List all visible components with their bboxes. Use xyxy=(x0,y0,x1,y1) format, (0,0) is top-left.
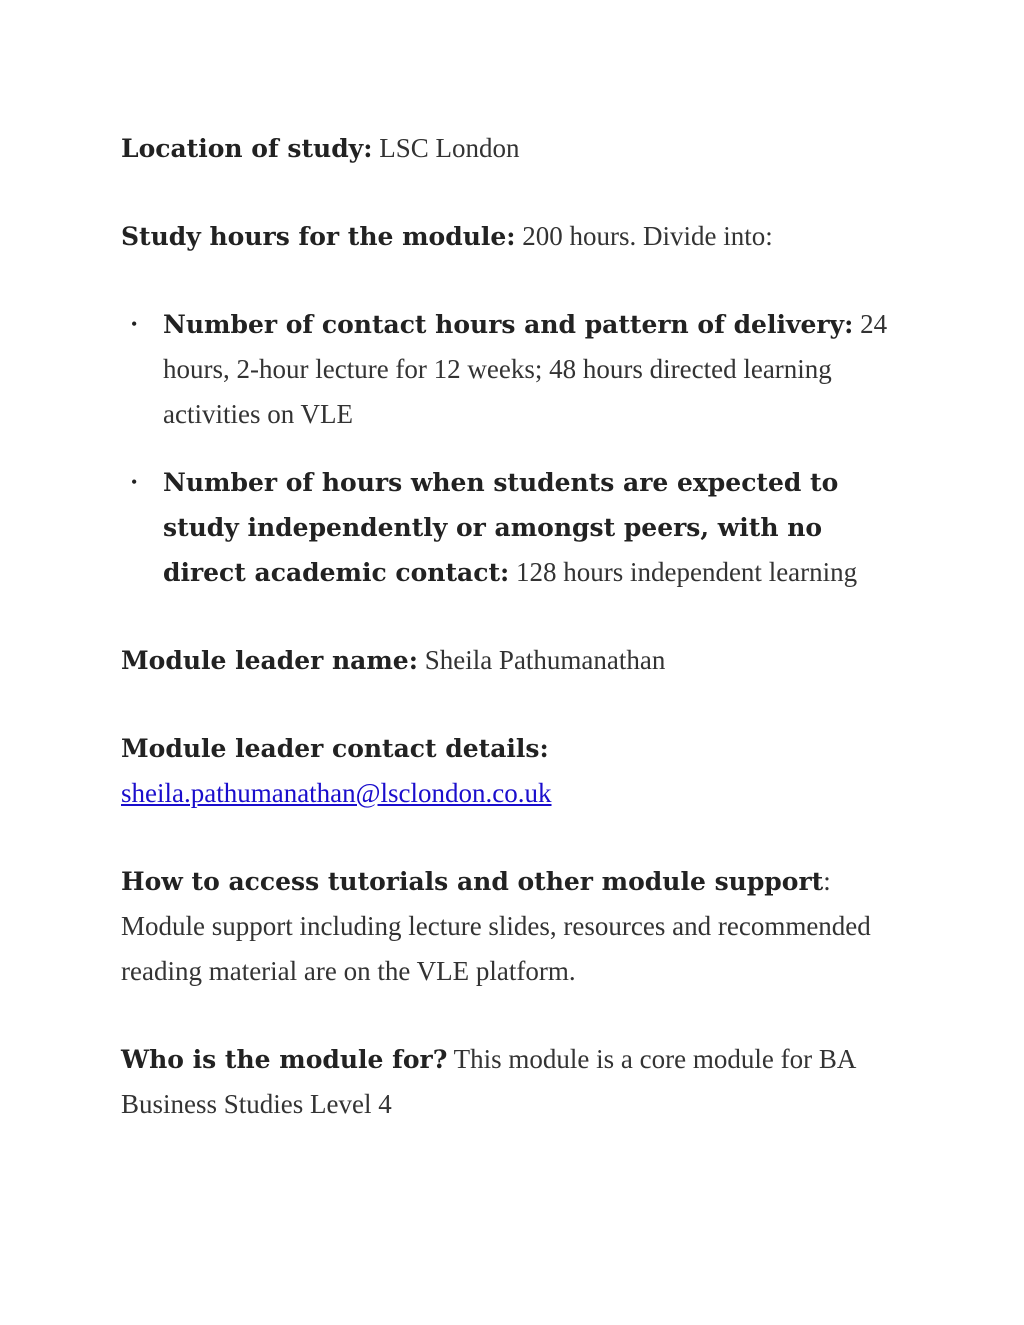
audience-label: Who is the module for? xyxy=(121,1045,448,1074)
study-hours-label: Study hours for the module: xyxy=(121,222,516,251)
contact-hours-value: 24 hours, 2-hour lecture for 12 weeks; 48 hours directed learning activities on VLE xyxy=(163,309,888,429)
leader-contact-row xyxy=(121,726,901,816)
leader-name-value: Sheila Pathumanathan xyxy=(424,645,666,675)
list-item xyxy=(121,302,901,437)
audience-value: This module is a core module for BA Business Studies Level 4 xyxy=(121,1044,855,1119)
leader-contact-label: Module leader contact details: xyxy=(121,734,549,763)
independent-hours-label: Number of hours when students are expected to study independently or amongst peers, with no direct academic contact: xyxy=(163,468,839,587)
support-value: Module support including lecture slides, resources and recommended reading material are on the VLE platform. xyxy=(121,911,871,986)
leader-email-link[interactable]: sheila.pathumanathan@lsclondon.co.uk xyxy=(121,778,552,808)
module-info-document xyxy=(121,126,901,1170)
contact-hours-label: Number of contact hours and pattern of delivery: xyxy=(163,310,854,339)
independent-hours-value: 128 hours independent learning xyxy=(515,557,858,587)
study-hours-row xyxy=(121,214,901,259)
audience-row xyxy=(121,1037,901,1127)
list-item xyxy=(121,460,901,595)
location-row xyxy=(121,126,901,171)
study-hours-value: 200 hours. Divide into: xyxy=(522,221,773,251)
support-row xyxy=(121,859,901,994)
location-value: LSC London xyxy=(379,133,520,163)
hours-breakdown-list xyxy=(121,302,901,595)
bullet-icon: • xyxy=(131,472,138,492)
support-label: How to access tutorials and other module support xyxy=(121,867,824,896)
bullet-icon: • xyxy=(131,314,138,334)
location-label: Location of study: xyxy=(121,134,373,163)
leader-name-row xyxy=(121,638,901,683)
support-colon: : xyxy=(823,866,831,896)
leader-name-label: Module leader name: xyxy=(121,646,418,675)
